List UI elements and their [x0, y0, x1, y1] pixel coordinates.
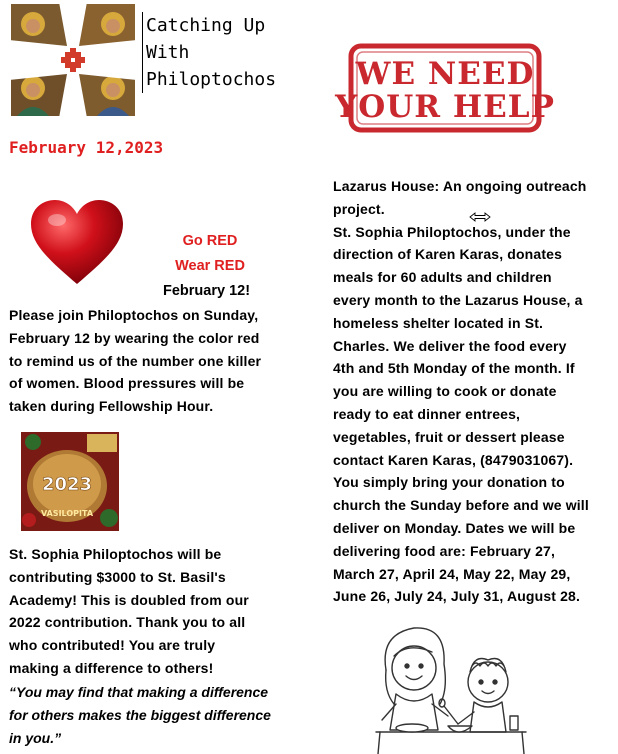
paragraph-line: Academy! This is doubled from our [9, 591, 249, 608]
paragraph-line: March 27, April 24, May 22, May 29, [333, 565, 571, 582]
stamp-line-1: WE NEED [355, 56, 535, 92]
newsletter-title [142, 12, 316, 93]
vasilopita-image [21, 432, 119, 531]
paragraph-line: St. Sophia Philoptochos, under the [333, 223, 571, 240]
paragraph-line: of women. Blood pressures will be [9, 375, 245, 392]
wear-red-heading: Wear RED [175, 258, 245, 274]
paragraph-line: making a difference to others! [9, 659, 214, 676]
quote [9, 681, 309, 749]
paragraph-line: deliver on Monday. Dates we will be [333, 519, 576, 536]
paragraph-line: contributing $3000 to St. Basil's [9, 568, 226, 585]
vasilopita-year: 2023 [41, 474, 93, 495]
lazarus-house-paragraph [333, 175, 618, 608]
paragraph-line: homeless shelter located in St. [333, 314, 544, 331]
vasilopita-label: VASILOPITA [40, 509, 94, 518]
title-line: With [146, 42, 190, 63]
paragraph-line: church the Sunday before and we will [333, 497, 589, 514]
paragraph-line: who contributed! You are truly [9, 637, 216, 654]
paragraph-line: St. Sophia Philoptochos will be [9, 546, 222, 562]
quote-line: “You may find that making a difference [9, 684, 269, 700]
paragraph-line: every month to the Lazarus House, a [333, 291, 583, 308]
issue-date: February 12,2023 [9, 138, 164, 157]
paragraph-line: contact Karen Karas, (8479031067). [333, 451, 574, 468]
paragraph-line: project. [333, 200, 385, 217]
paragraph-line: to remind us of the number one killer [9, 352, 262, 369]
heart-icon [29, 198, 125, 286]
paragraph-line: 2022 contribution. Thank you to all [9, 614, 246, 631]
paragraph-line: Please join Philoptochos on Sunday, [9, 307, 259, 323]
paragraph-line: vegetables, fruit or dessert please [333, 428, 565, 445]
academy-paragraph [9, 543, 309, 680]
paragraph-line: you are willing to cook or donate [333, 383, 557, 400]
title-line: Catching Up [146, 15, 266, 36]
paragraph-line: Lazarus House: An ongoing outreach [333, 178, 587, 194]
paragraph-line: June 26, July 24, July 31, August 28. [333, 588, 581, 605]
paragraph-line: 4th and 5th Monday of the month. If [333, 360, 575, 377]
paragraph-line: direction of Karen Karas, donates [333, 246, 563, 263]
paragraph-line: You simply bring your donation to [333, 474, 565, 491]
resize-cursor-icon [469, 212, 491, 222]
paragraph-line: February 12 by wearing the color red [9, 329, 260, 346]
quote-line: in you.” [9, 729, 62, 746]
event-date: February 12! [163, 283, 251, 299]
paragraph-line: Charles. We deliver the food every [333, 337, 567, 354]
paragraph-line: delivering food are: February 27, [333, 542, 556, 559]
stamp-line-2: YOUR HELP [335, 89, 555, 125]
go-red-paragraph [9, 304, 309, 418]
quote-line: for others makes the biggest difference [9, 706, 271, 723]
title-line: Philoptochos [146, 69, 277, 90]
cross-icon [9, 2, 137, 118]
paragraph-line: taken during Fellowship Hour. [9, 398, 214, 415]
we-need-your-help-stamp [335, 42, 555, 134]
paragraph-line: ready to eat dinner entrees, [333, 405, 521, 422]
go-red-heading: Go RED [182, 233, 238, 249]
kids-eating-illustration [374, 620, 528, 754]
paragraph-line: meals for 60 adults and children [333, 269, 552, 286]
